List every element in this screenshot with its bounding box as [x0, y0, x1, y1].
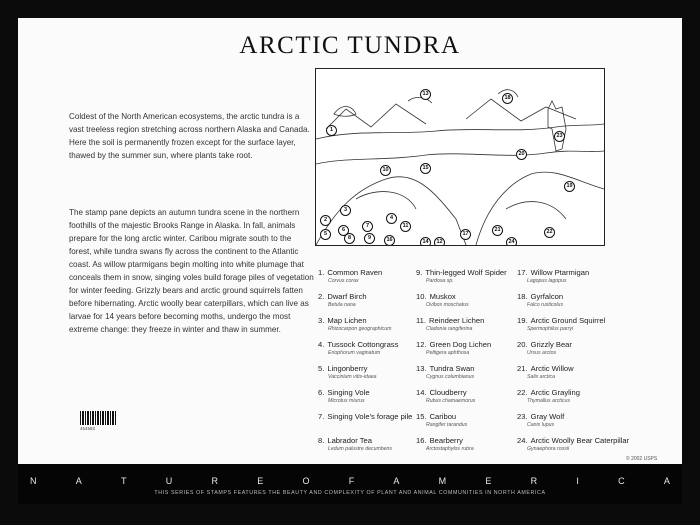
sheet-title: ARCTIC TUNDRA	[239, 32, 461, 59]
legend-item: 17. Willow Ptarmigan Lagopus lagopus	[517, 268, 590, 284]
legend-item: 19. Arctic Ground Squirrel Spermophilus parryi	[517, 316, 606, 332]
series-letter: N	[30, 476, 37, 486]
legend-item: 4. Tussock Cottongrass Eriophorum vaginatum	[318, 340, 399, 356]
key-marker-10: 10	[380, 165, 391, 176]
key-marker-23: 23	[554, 131, 565, 142]
legend-item: 16. Bearberry Arctostaphylos rubra	[416, 436, 474, 452]
key-marker-21: 21	[492, 225, 503, 236]
key-marker-9: 9	[364, 233, 375, 244]
key-marker-1: 1	[326, 125, 337, 136]
legend-item: 15. Caribou Rangifer tarandus	[416, 412, 468, 428]
series-tagline: THIS SERIES OF STAMPS FEATURES THE BEAUTY AND COMPLEXITY OF PLANT AND ANIMAL COMMUNITIES IN NORTH AMERICA	[154, 490, 546, 496]
key-marker-3: 3	[340, 205, 351, 216]
series-name	[30, 476, 670, 486]
tundra-line-drawing	[316, 69, 604, 245]
series-letter: I	[576, 476, 579, 486]
legend-item: 11. Reindeer Lichen Cladonia rangiferina	[416, 316, 485, 332]
barcode	[80, 411, 116, 425]
legend-item: 12. Green Dog Lichen Peltigera aphthosa	[416, 340, 492, 356]
series-letter: O	[302, 476, 310, 486]
key-marker-7: 7	[362, 221, 373, 232]
copyright-notice: © 2002 USPS	[626, 456, 658, 462]
key-marker-22: 22	[544, 227, 555, 238]
key-marker-17: 17	[460, 229, 471, 240]
key-marker-2: 2	[320, 215, 331, 226]
key-marker-13: 13	[420, 89, 431, 100]
legend-item: 18. Gyrfalcon Falco rusticolus	[517, 292, 564, 308]
legend-item: 7. Singing Vole's forage pile	[318, 412, 413, 421]
key-marker-18: 18	[502, 93, 513, 104]
legend-item: 13. Tundra Swan Cygnus columbianus	[416, 364, 475, 380]
series-letter: M	[438, 476, 447, 486]
legend-item: 9. Thin-legged Wolf Spider Pardosa sp.	[416, 268, 507, 284]
key-marker-20: 20	[516, 149, 527, 160]
legend-item: 5. Lingonberry Vaccinium vitis-idaea	[318, 364, 377, 380]
series-letter: C	[618, 476, 625, 486]
key-marker-19: 19	[564, 181, 575, 192]
key-marker-16: 16	[384, 235, 395, 246]
key-marker-15: 15	[420, 163, 431, 174]
legend-item: 8. Labrador Tea Ledum palustre decumbens	[318, 436, 393, 452]
series-letter: E	[485, 476, 492, 486]
series-letter: E	[257, 476, 264, 486]
legend-item: 2. Dwarf Birch Betula nana	[318, 292, 367, 308]
series-letter: A	[663, 476, 670, 486]
legend-item: 14. Cloudberry Rubus chamaemorus	[416, 388, 476, 404]
key-marker-11: 11	[400, 221, 411, 232]
series-letter: T	[120, 476, 127, 486]
legend-item: 6. Singing Vole Microtus miurus	[318, 388, 370, 404]
legend-item: 20. Grizzly Bear Ursus arctos	[517, 340, 572, 356]
legend-item: 21. Arctic Willow Salix arctica	[517, 364, 574, 380]
intro-paragraph-2: The stamp pane depicts an autumn tundra scene in the northern foothills of the majestic Brooks Range in Alaska. In fall, animals prepare for the long arctic winter. Caribou migrate south to the forest, while tundra swans fly across the continent to the Atlantic coast. As willow ptarmigans begin molting into white plumage that conceals them in snow, singing voles build forage piles of vegetation for winter feeding. Grizzly bears and arctic ground squirrels fatten before hibernating. Arctic woolly bear caterpillars, which can live as larvae for 14 years before becoming moths, undergo the most extreme change: they freeze in winter and thaw in summer.	[69, 208, 314, 334]
key-marker-12: 12	[434, 237, 445, 246]
legend-item: 22. Arctic Grayling Thymallus arcticus	[517, 388, 580, 404]
key-marker-24: 24	[506, 237, 517, 246]
tundra-key-illustration	[315, 68, 605, 246]
barcode-number: 454583	[80, 426, 96, 431]
key-marker-4: 4	[386, 213, 397, 224]
series-letter: F	[348, 476, 355, 486]
legend-item: 23. Gray Wolf Canis lupus	[517, 412, 565, 428]
key-marker-14: 14	[420, 237, 431, 246]
series-letter: R	[530, 476, 538, 486]
legend-item: 24. Arctic Woolly Bear Caterpillar Gynaephora rossii	[517, 436, 630, 452]
legend-item: 3. Map Lichen Rhizocarpon geographicum	[318, 316, 392, 332]
intro-paragraph-1: Coldest of the North American ecosystems, the arctic tundra is a vast treeless region stretching across northern Alaska and Canada. Here the soil is permanently frozen except for the surface layer, thawed by the summer sun, where plants take root.	[69, 112, 310, 160]
series-letter: A	[75, 476, 82, 486]
series-letter: A	[393, 476, 400, 486]
key-marker-8: 8	[344, 233, 355, 244]
stamp-sheet	[18, 18, 682, 464]
legend-item: 1. Common Raven Corvus corax	[318, 268, 383, 284]
key-marker-5: 5	[320, 229, 331, 240]
series-letter: R	[211, 476, 218, 486]
series-letter: U	[165, 476, 173, 486]
legend-item: 10. Muskox Ovibos moschatus	[416, 292, 469, 308]
key-marker-6: 6	[338, 225, 349, 236]
